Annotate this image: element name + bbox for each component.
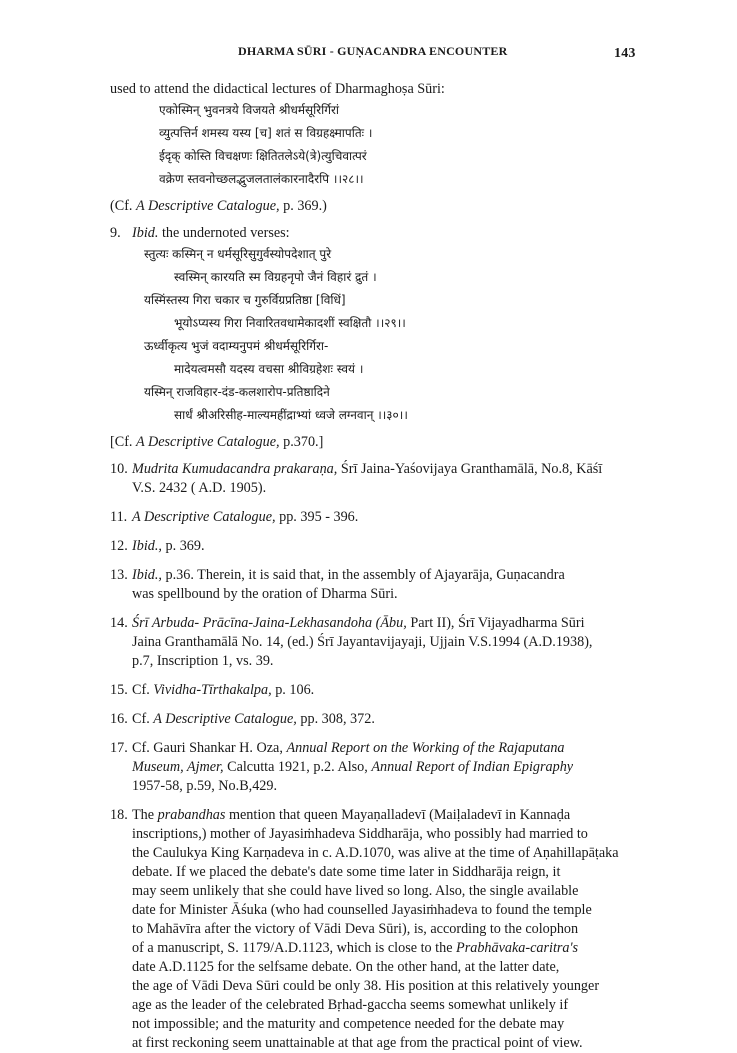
verse-line: यस्मिन् राजविहार-दंड-कलशारोप-प्रतिष्ठादिने (144, 385, 330, 399)
verse-line: एकोस्मिन् भुवनत्रये विजयते श्रीधर्मसूरिर्गिरां (159, 103, 340, 117)
footnote-text: age as the leader of the celebrated Bṛhad-gaccha seems somewhat unlikely if (132, 997, 569, 1013)
footnote-italic: Museum, Ajmer, (132, 759, 224, 775)
verse-line: सार्धं श्रीअरिसीह-माल्यमहींद्राभ्यां ध्वजे लग्नवान् ।।३०।। (174, 408, 408, 422)
running-head-title: DHARMA SŪRI - GUṆACANDRA ENCOUNTER (238, 44, 508, 58)
footnote-text: Cf. (132, 711, 154, 727)
footnote-text: The (132, 807, 158, 823)
footnote-10 (110, 460, 655, 498)
verse-line: स्वस्मिन् कारयति स्म विग्रहनृपो जैनं विहारं द्रुतं । (174, 270, 377, 284)
footnote-italic: prabandhas (157, 807, 226, 823)
verse-block-1 (110, 99, 655, 191)
verse-block-2 (110, 243, 655, 427)
page-number: 143 (614, 46, 636, 61)
footnote-number: 12. (110, 538, 128, 554)
footnote-text: V.S. 2432 ( A.D. 1905). (132, 480, 267, 496)
cf-prefix: (Cf. (110, 198, 137, 214)
footnote-9 (110, 224, 655, 243)
footnote-15 (110, 681, 655, 700)
footnote-13 (110, 566, 655, 604)
footnote-text: inscriptions,) mother of Jayasiṁhadeva Siddharāja, who possibly had married to (132, 826, 588, 842)
verse-line: व्युत्पत्तिर्न शमस्य यस्य [च] शतं स विग्रहक्ष्मापतिः । (159, 126, 373, 140)
cf-suffix: p. 369.) (279, 198, 327, 214)
cf-citation-2 (110, 433, 655, 452)
footnote-11 (110, 508, 655, 527)
cf-title: A Descriptive Catalogue, (136, 434, 280, 450)
footnote-text: was spellbound by the oration of Dharma Sūri. (132, 586, 398, 602)
footnote-text: Part II), Śrī Vijayadharma Sūri (406, 615, 585, 631)
footnote-number: 15. (110, 682, 128, 698)
footnote-text: Cf. (132, 682, 154, 698)
footnote-italic: Mudrita Kumudacandra prakaraṇa, (132, 461, 338, 477)
footnote-text: the undernoted verses: (158, 225, 290, 241)
footnote-number: 9. (110, 225, 121, 241)
footnote-italic: Vividha-Tīrthakalpa, (153, 682, 272, 698)
verse-line: मादेयत्वमसौ यदस्य वचसा श्रीविग्रहेशः स्वयं । (174, 362, 364, 376)
footnote-number: 16. (110, 711, 128, 727)
footnote-italic: Ibid., (132, 538, 162, 554)
footnote-text: Cf. Gauri Shankar H. Oza, (132, 740, 287, 756)
footnote-text: may seem unlikely that she could have lived so long. Also, the single available (132, 883, 579, 899)
verse-line: ईदृक् कोस्ति विचक्षणः क्षितितलेऽये(त्रे)त्युचिवात्परं (159, 149, 367, 163)
verse-line: वक्रेण स्तवनोच्छलद्भुजलतालंकारनादैरपि ।।२८।। (159, 172, 364, 186)
footnote-text: at first reckoning seem unattainable at that age from the practical point of view. (132, 1035, 583, 1051)
footnote-text: Śrī Jaina-Yaśovijaya Granthamālā, No.8, Kāśī (337, 461, 603, 477)
footnote-number: 17. (110, 740, 128, 756)
footnote-text: date A.D.1125 for the selfsame debate. On the other hand, at the latter date, (132, 959, 560, 975)
verse-line: भूयोऽप्यस्य गिरा निवारितवधामेकादशीं स्वक्षितौ ।।२९।। (174, 316, 406, 330)
cf-suffix: p.370.] (279, 434, 324, 450)
footnote-text: 1957-58, p.59, No.B,429. (132, 778, 278, 794)
footnote-text: of a manuscript, S. 1179/A.D.1123, which is close to the (132, 940, 457, 956)
footnote-italic: Annual Report on the Working of the Rajaputana (286, 740, 565, 756)
footnote-number: 14. (110, 615, 128, 631)
footnote-italic: Prabhāvaka-caritra's (456, 940, 579, 956)
footnote-number: 13. (110, 567, 128, 583)
footnote-17 (110, 739, 655, 796)
footnote-italic: Annual Report of Indian Epigraphy (371, 759, 574, 775)
footnote-text: mention that queen Mayaṇalladevī (Maiḷaladevī in Kannaḍa (225, 807, 571, 823)
verse-line: स्तुत्यः कस्मिन् न धर्मसूरिसुगुर्वस्योपदेशात् पुरे (144, 247, 332, 261)
footnote-text: date for Minister Āśuka (who had counselled Jayasiṁhadeva to found the temple (132, 902, 592, 918)
footnote-text: p. 369. (161, 538, 205, 554)
cf-citation-1 (110, 197, 655, 216)
footnote-text: the Caulukya King Karṇadeva in c. A.D.1070, was alive at the time of Aṇahillapāṭaka (132, 845, 619, 861)
footnote-12 (110, 537, 655, 556)
footnote-italic: A Descriptive Catalogue, (153, 711, 297, 727)
intro-line: used to attend the didactical lectures of Dharmaghoṣa Sūri: (110, 81, 445, 97)
footnote-18 (110, 806, 655, 1053)
verse-line: ऊर्ध्वीकृत्य भुजं वदाम्यनुपमं श्रीधर्मसूरिर्गिरा- (144, 339, 329, 353)
footnote-italic: Ibid. (132, 225, 159, 241)
footnote-italic: A Descriptive Catalogue, (132, 509, 276, 525)
footnote-text: p.36. Therein, it is said that, in the assembly of Ajayarāja, Guṇacandra (161, 567, 565, 583)
footnote-number: 18. (110, 807, 128, 823)
footnote-text: pp. 308, 372. (296, 711, 375, 727)
footnote-text: Jaina Granthamālā No. 14, (ed.) Śrī Jayantavijayaji, Ujjain V.S.1994 (A.D.1938), (132, 634, 593, 650)
footnote-text: pp. 395 - 396. (275, 509, 359, 525)
footnote-16 (110, 710, 655, 729)
footnote-number: 11. (110, 509, 128, 525)
footnote-number: 10. (110, 461, 128, 477)
footnote-italic: Śrī Arbuda- Prācīna-Jaina-Lekhasandoha (Ābu, (132, 615, 407, 631)
verse-line: यस्मिंस्तस्य गिरा चकार च गुरुर्विग्रप्रतिष्ठा [विधिं] (144, 293, 346, 307)
footnote-text: not impossible; and the maturity and competence needed for the debate may (132, 1016, 565, 1032)
cf-prefix: [Cf. (110, 434, 137, 450)
footnote-text: debate. If we placed the debate's date some time later in Siddharāja reign, it (132, 864, 561, 880)
page-body (110, 80, 655, 1053)
footnote-text: the age of Vādi Deva Sūri could be only 38. His position at this relatively younger (132, 978, 600, 994)
footnote-text: p.7, Inscription 1, vs. 39. (132, 653, 274, 669)
footnote-text: Calcutta 1921, p.2. Also, (223, 759, 372, 775)
footnote-14 (110, 614, 655, 671)
cf-title: A Descriptive Catalogue, (136, 198, 280, 214)
footnote-italic: Ibid., (132, 567, 162, 583)
footnote-text: to Mahāvīra after the victory of Vādi Deva Sūri), is, according to the colophon (132, 921, 579, 937)
footnote-text: p. 106. (271, 682, 315, 698)
